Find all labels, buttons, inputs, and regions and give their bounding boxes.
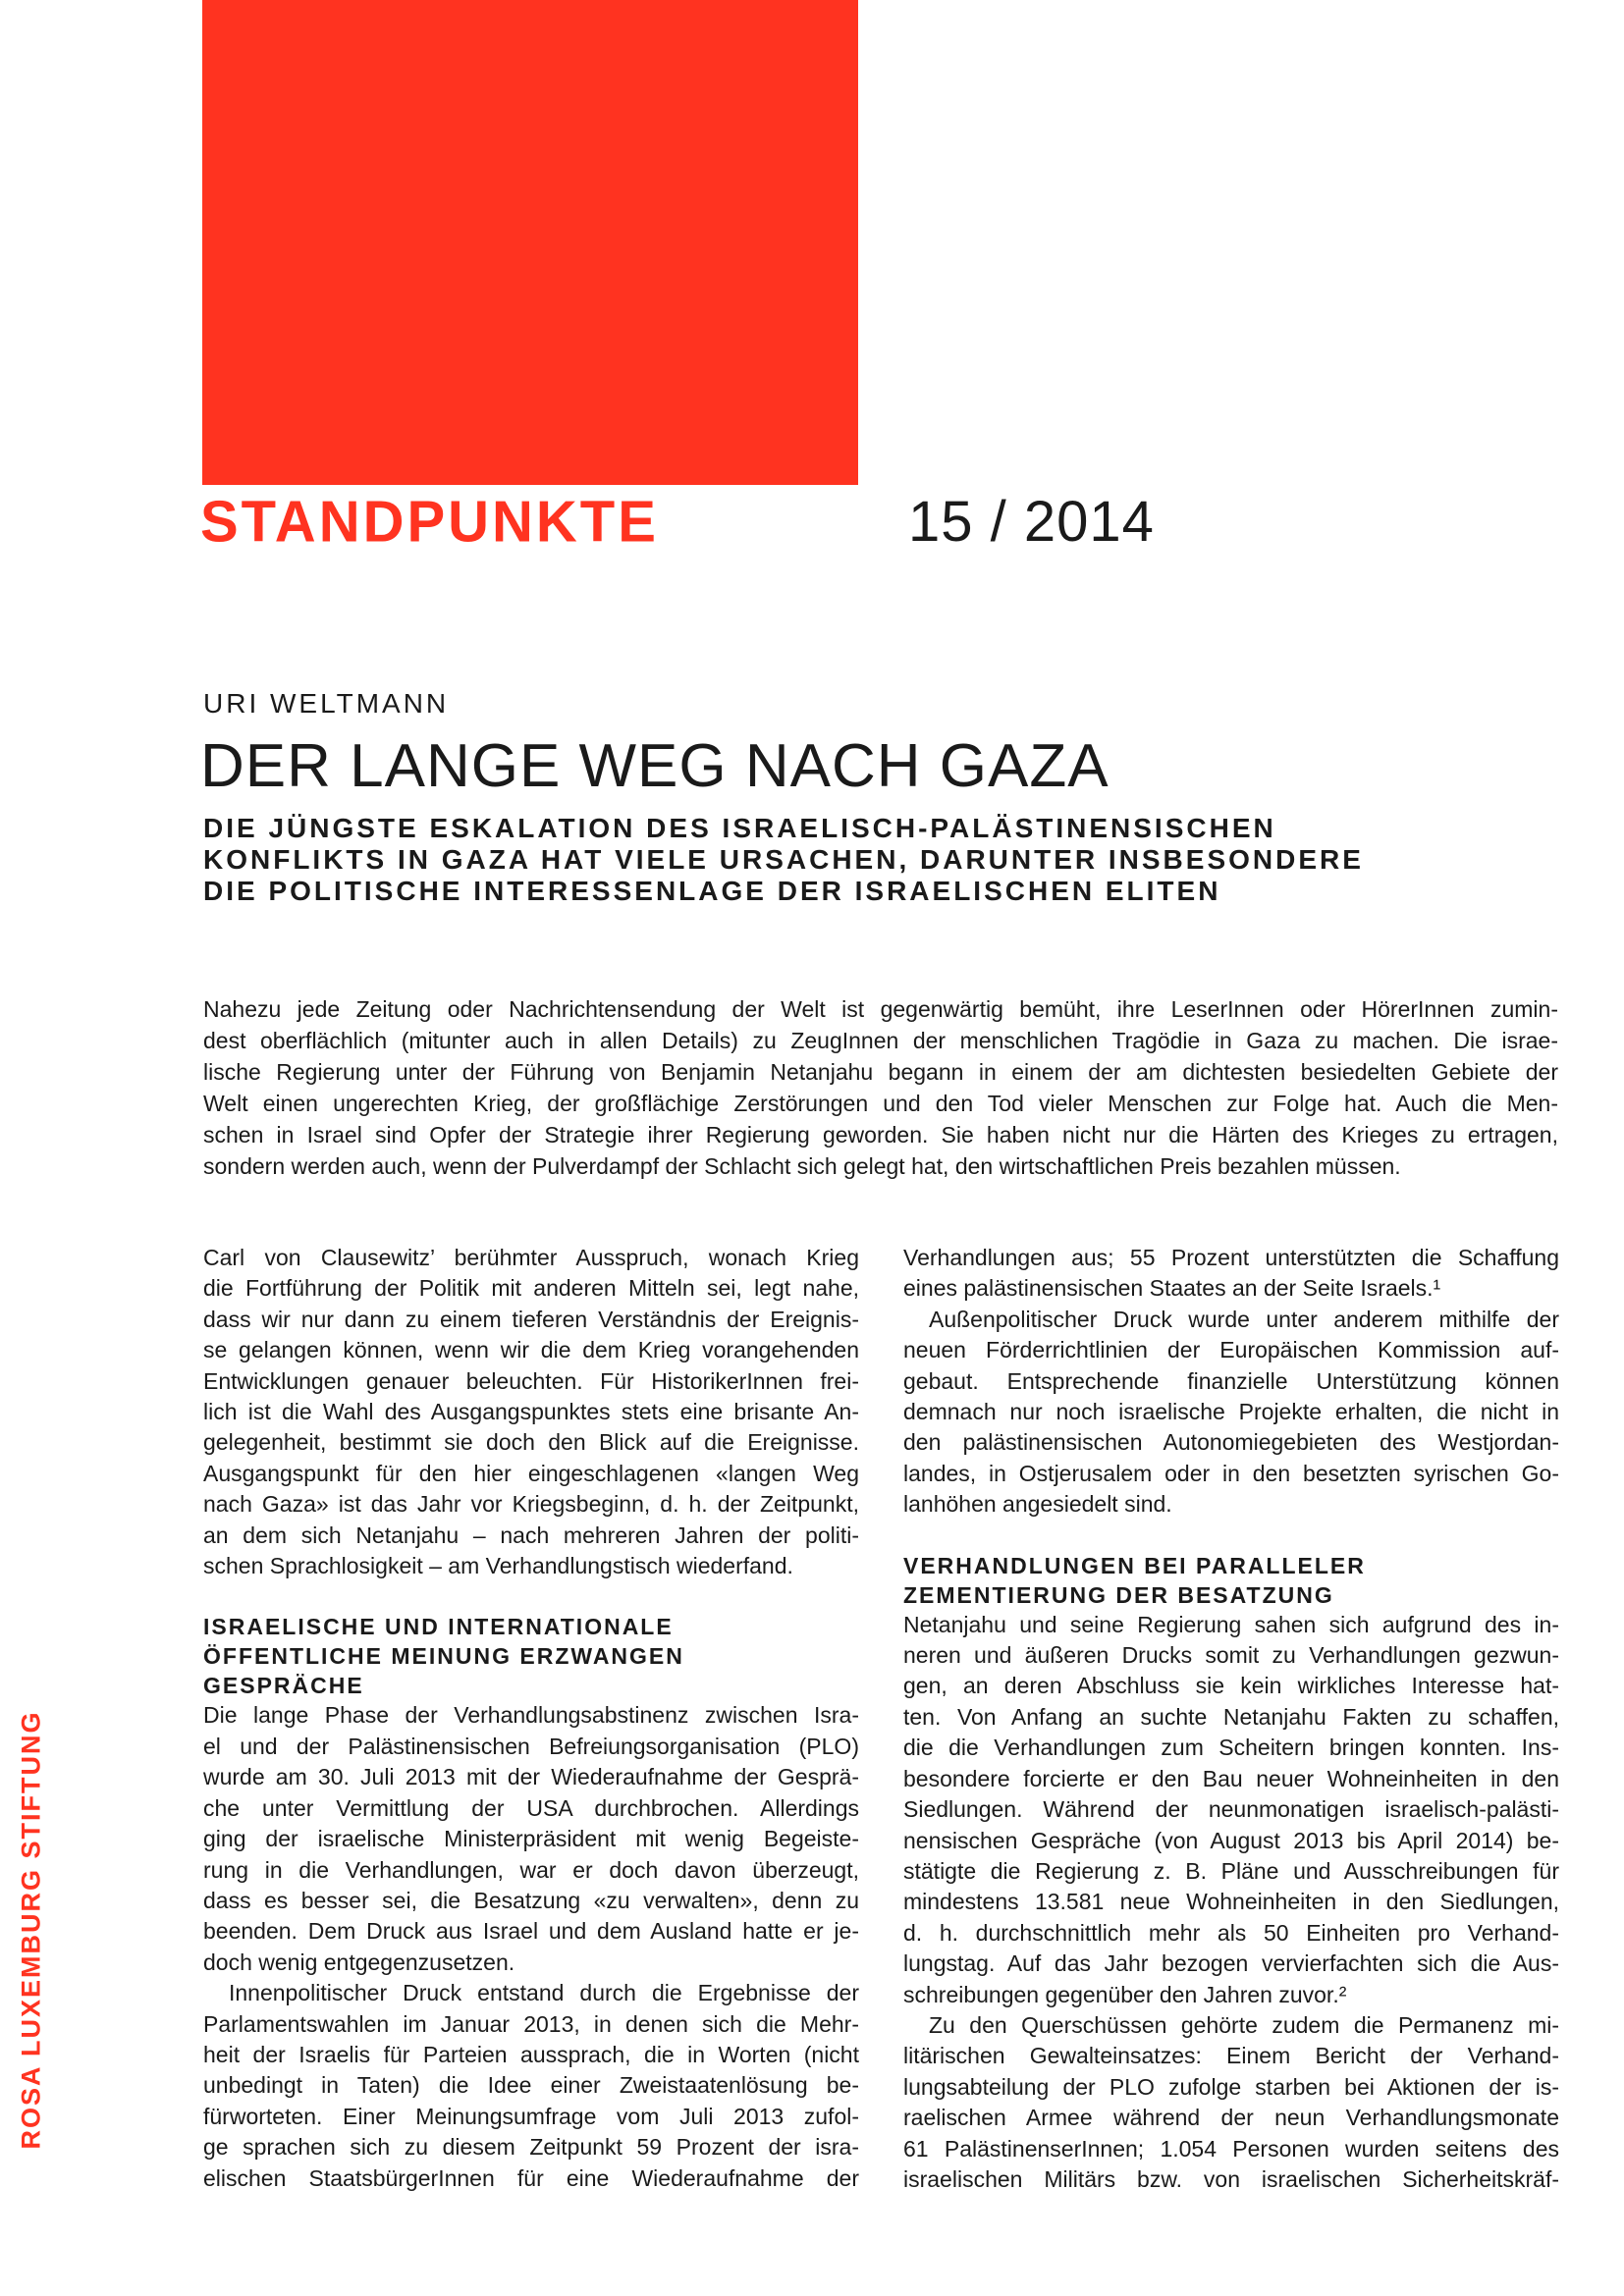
spacer [203, 1581, 859, 1612]
text-line: den palästinensischen Autonomiegebieten des Westjordan- [903, 1429, 1559, 1456]
text-line: Verhandlungen aus; 55 Prozent unterstützten die Schaffung [903, 1245, 1559, 1270]
text-line: schreibungen gegenüber den Jahren zuvor.² [903, 1981, 1347, 2007]
text-line: besondere forcierte er den Bau neuer Wohneinheiten in den [903, 1765, 1559, 1791]
section-heading: GESPRÄCHE [203, 1673, 364, 1699]
text-line: Zu den Querschüssen gehörte zudem die Permanenz mi- [929, 2011, 1559, 2038]
text-line: nach Gaza» ist das Jahr vor Kriegsbeginn, d. h. der Zeitpunkt, [203, 1491, 859, 1518]
text-line: gebaut. Entsprechende finanzielle Unterstützung können [903, 1367, 1559, 1394]
text-line: die Fortführung der Politik mit anderen Mitteln sei, legt nahe, [203, 1275, 859, 1302]
text-line: lanhöhen angesiedelt sind. [903, 1491, 1172, 1518]
text-line: Entwicklungen genauer beleuchten. Für HistorikerInnen frei- [203, 1367, 859, 1394]
article-title: DER LANGE WEG NACH GAZA [200, 732, 1110, 800]
text-line: fürworteten. Einer Meinungsumfrage vom Juli 2013 zufol- [203, 2103, 859, 2129]
text-line: doch wenig entgegenzusetzen. [203, 1949, 515, 1975]
text-line: el und der Palästinensischen Befreiungsorganisation (PLO) [203, 1733, 859, 1759]
text-line: beenden. Dem Druck aus Israel und dem Ausland hatte er je- [203, 1918, 859, 1945]
text-line: se gelangen können, wenn wir die dem Krieg vorangehenden [203, 1337, 859, 1363]
right-column [903, 1243, 1559, 2195]
text-line: Innenpolitischer Druck entstand durch die Ergebnisse der [229, 1980, 859, 2006]
text-line: Siedlungen. Während der neunmonatigen israelisch-palästi- [903, 1796, 1559, 1823]
series-title: STANDPUNKTE [200, 489, 659, 555]
lead-line: schen in Israel sind Opfer der Strategie ihrer Regierung geworden. Sie haben nicht nur die Härten des Krieges zu ertragen, [203, 1122, 1558, 1148]
text-line: gelegenheit, bestimmt sie doch den Blick auf die Ereignisse. [203, 1429, 859, 1456]
article-author: URI WELTMANN [203, 688, 450, 719]
text-line: raelischen Armee während der neun Verhandlungsmonate [903, 2105, 1559, 2131]
text-line: lungsabteilung der PLO zufolge starben bei Aktionen der is- [903, 2073, 1559, 2100]
text-line: neren und äußeren Drucks somit zu Verhandlungen gezwun- [903, 1642, 1559, 1669]
text-line: israelischen Militärs bzw. von israelischen Sicherheitskräf- [903, 2165, 1559, 2192]
text-line: heit der Israelis für Parteien aussprach, die in Worten (nicht [203, 2041, 859, 2067]
section-heading: VERHANDLUNGEN BEI PARALLELER [903, 1552, 1366, 1578]
section-heading: ZEMENTIERUNG DER BESATZUNG [903, 1581, 1334, 1608]
text-line: Parlamentswahlen im Januar 2013, in denen sich die Mehr- [203, 2010, 859, 2037]
text-line: gen, an deren Abschluss sie kein wirkliches Interesse hat- [903, 1673, 1559, 1699]
publisher-name: ROSA LUXEMBURG STIFTUNG [16, 1710, 46, 2150]
lead-line: Nahezu jede Zeitung oder Nachrichtensendung der Welt ist gegenwärtig bemüht, ihre LeserInnen oder HörerInnen zumin- [203, 996, 1558, 1022]
article-subtitle [203, 813, 1480, 907]
text-line: elischen StaatsbürgerInnen für eine Wiederaufnahme der [203, 2164, 859, 2191]
text-line: wurde am 30. Juli 2013 mit der Wiederaufnahme der Gesprä- [203, 1764, 859, 1790]
text-line: d. h. durchschnittlich mehr als 50 Einheiten pro Verhand- [903, 1919, 1559, 1946]
text-line: ten. Von Anfang an suchte Netanjahu Fakten zu schaffen, [903, 1703, 1559, 1730]
text-line: mindestens 13.581 neue Wohneinheiten in den Siedlungen, [903, 1889, 1559, 1915]
text-line: nensischen Gespräche (von August 2013 bis April 2014) be- [903, 1827, 1559, 1853]
lead-line: sondern werden auch, wenn der Pulverdampf der Schlacht sich gelegt hat, den wirtschaftlichen Preis bezahlen müssen. [203, 1153, 1401, 1179]
subtitle-line: KONFLIKTS IN GAZA HAT VIELE URSACHEN, DARUNTER INSBESONDERE [203, 844, 1364, 875]
lead-line: dest oberflächlich (mitunter auch in allen Details) zu ZeugInnen der menschlichen Tragödie in Gaza zu machen. Die israe- [203, 1028, 1558, 1053]
issue-number: 15 / 2014 [908, 490, 1155, 554]
text-line: Die lange Phase der Verhandlungsabstinenz zwischen Isra- [203, 1702, 859, 1729]
text-line: demnach nur noch israelische Projekte erhalten, die nicht in [903, 1399, 1559, 1425]
left-column [203, 1243, 859, 2194]
lead-line: lische Regierung unter der Führung von Benjamin Netanjahu begann in einem der am dichtesten besiedelten Gebiete der [203, 1059, 1558, 1085]
text-line: an dem sich Netanjahu – nach mehreren Jahren der politi- [203, 1522, 859, 1548]
article-lead [203, 993, 1558, 1182]
text-line: stätigte die Regierung z. B. Pläne und Ausschreibungen für [903, 1857, 1559, 1884]
publisher-sidebar [0, 1657, 63, 2203]
spacer [903, 1521, 1559, 1551]
lead-line: Welt einen ungerechten Krieg, der großflächige Zerstörungen und den Tod vieler Menschen zur Folge hat. Auch die Men- [203, 1091, 1558, 1116]
cover-red-block [202, 0, 858, 485]
text-line: neuen Förderrichtlinien der Europäischen Kommission auf- [903, 1337, 1559, 1363]
section-heading: ÖFFENTLICHE MEINUNG ERZWANGEN [203, 1643, 684, 1670]
text-line: landes, in Ostjerusalem oder in den besetzten syrischen Go- [903, 1460, 1559, 1486]
subtitle-line: DIE POLITISCHE INTERESSENLAGE DER ISRAELISCHEN ELITEN [203, 876, 1221, 906]
text-line: Außenpolitischer Druck wurde unter anderem mithilfe der [929, 1306, 1559, 1332]
text-line: lich ist die Wahl des Ausgangspunktes stets eine brisante An- [203, 1399, 859, 1425]
text-line: eines palästinensischen Staates an der Seite Israels.¹ [903, 1275, 1441, 1302]
text-line: rung in die Verhandlungen, war er doch davon überzeugt, [203, 1856, 859, 1883]
text-line: lungstag. Auf das Jahr bezogen vervierfachten sich die Aus- [903, 1950, 1559, 1977]
section-heading: ISRAELISCHE UND INTERNATIONALE [203, 1614, 674, 1640]
text-line: schen Sprachlosigkeit – am Verhandlungstisch wiederfand. [203, 1553, 793, 1579]
text-line: litärischen Gewalteinsatzes: Einem Bericht der Verhand- [903, 2043, 1559, 2069]
text-line: Ausgangspunkt für den hier eingeschlagenen «langen Weg [203, 1460, 859, 1486]
text-line: dass wir nur dann zu einem tieferen Verständnis der Ereignis- [203, 1306, 859, 1332]
text-line: ge sprachen sich zu diesem Zeitpunkt 59 Prozent der isra- [203, 2134, 859, 2161]
subtitle-line: DIE JÜNGSTE ESKALATION DES ISRAELISCH-PALÄSTINENSISCHEN [203, 813, 1276, 843]
text-line: che unter Vermittlung der USA durchbrochen. Allerdings [203, 1794, 859, 1821]
text-line: Carl von Clausewitz’ berühmter Ausspruch, wonach Krieg [203, 1245, 859, 1270]
text-line: 61 PalästinenserInnen; 1.054 Personen wurden seitens des [903, 2135, 1559, 2162]
text-line: Netanjahu und seine Regierung sahen sich aufgrund des in- [903, 1611, 1559, 1637]
text-line: unbedingt in Taten) die Idee einer Zweistaatenlösung be- [203, 2072, 859, 2099]
text-line: die die Verhandlungen zum Scheitern bringen konnten. Ins- [903, 1735, 1559, 1761]
text-line: dass es besser sei, die Besatzung «zu verwalten», denn zu [203, 1887, 859, 1913]
text-line: ging der israelische Ministerpräsident mit wenig Begeiste- [203, 1826, 859, 1852]
